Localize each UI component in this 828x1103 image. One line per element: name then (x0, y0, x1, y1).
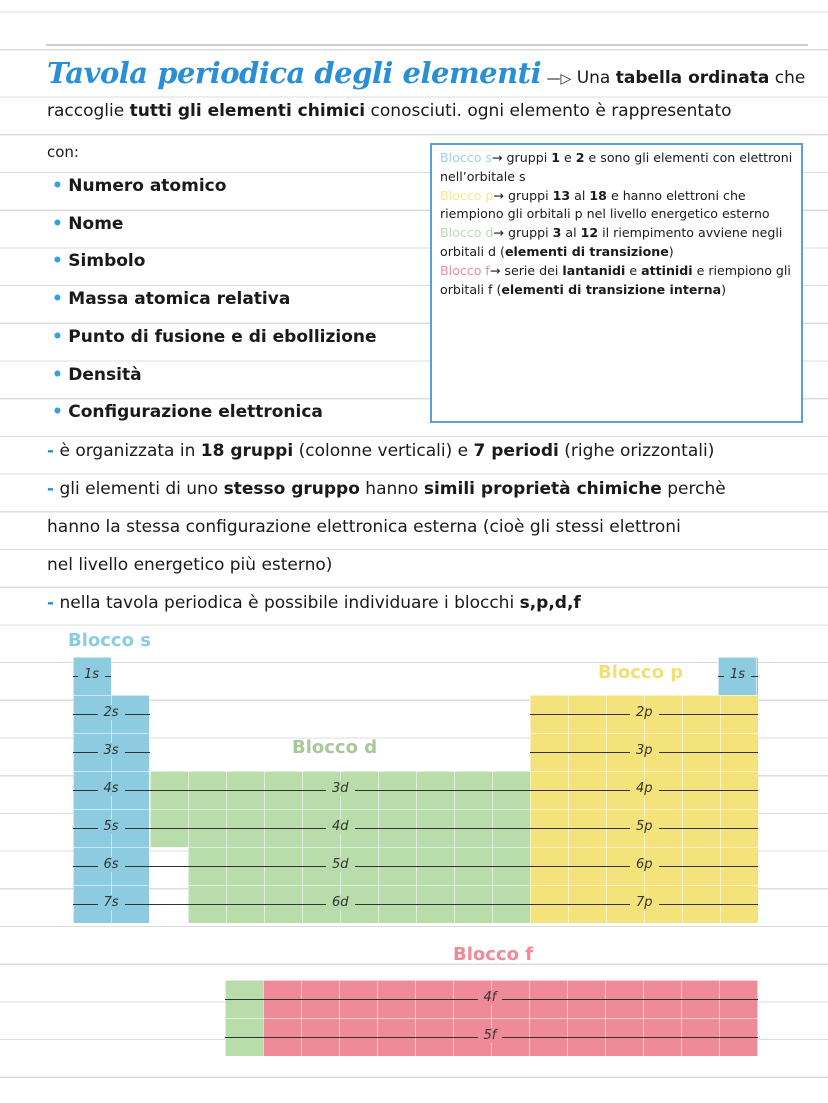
block-p-label: Blocco p (598, 662, 684, 683)
box-f (440, 262, 793, 300)
orbital-label: 3s (98, 743, 125, 758)
list-item-label: Punto di fusione e di ebollizione (68, 326, 377, 347)
text-line: nel livello energetico più esterno) (47, 555, 333, 575)
list-item (52, 402, 323, 422)
list-item-label: Densità (68, 364, 142, 385)
title-line (47, 56, 805, 90)
text: perchè (661, 479, 726, 499)
list-item (52, 176, 226, 196)
text: gruppi (506, 150, 552, 165)
text: che (769, 68, 806, 88)
f-block (263, 980, 758, 1056)
text: conosciuti. ogni elemento è rappresentato (365, 101, 732, 121)
text-line (47, 479, 726, 499)
text: al (570, 187, 590, 203)
orbital-label: 7s (98, 895, 125, 910)
text-line: hanno la stessa configurazione elettronica esterna (cioè gli stessi elettroni (47, 517, 681, 537)
box-p (440, 187, 793, 225)
list-item-label: Numero atomico (68, 176, 227, 196)
block-d-label: Blocco d (292, 737, 378, 758)
text: gruppi (507, 187, 553, 203)
arrow: —▷ (546, 71, 572, 87)
text: gruppi (507, 225, 553, 241)
bullet: • (52, 364, 63, 385)
label: Blocco d (440, 225, 494, 241)
text-line (47, 101, 732, 121)
list-item (52, 289, 290, 309)
bold-text: 18 (589, 187, 607, 203)
text: al (561, 225, 581, 241)
text: il riempimento avviene negli orbitali d ( (440, 225, 783, 259)
bold-text: tutti gli elementi chimici (129, 101, 366, 121)
orbital-label: 5p (630, 819, 659, 834)
orbital-label: 5d (326, 857, 355, 872)
text: ) (721, 281, 726, 297)
orbital-label: 1s (78, 667, 105, 682)
d-block (188, 847, 530, 923)
bullet: • (52, 402, 63, 423)
block-s-label: Blocco s (68, 630, 151, 651)
orbital-label: 7p (630, 895, 659, 910)
arrow: → (491, 150, 503, 165)
bullet: • (52, 213, 63, 234)
orbital-label: 3d (326, 781, 355, 796)
bold-text: 12 (580, 225, 599, 241)
arrow: → (493, 225, 504, 241)
list-item-label: Simbolo (68, 251, 146, 272)
arrow: → (489, 262, 501, 278)
label: Blocco s (440, 150, 492, 165)
label: Blocco f (440, 262, 490, 278)
text: e hanno elettroni che riempiono gli orbitali p nel livello energetico esterno (440, 187, 770, 222)
bold-text: 2 (575, 150, 585, 165)
text: è organizzata in (54, 441, 201, 461)
block-f-label: Blocco f (453, 944, 534, 965)
bold-text: 13 (552, 187, 571, 203)
orbital-label: 5f (478, 1028, 503, 1043)
dash-bullet: - (47, 593, 55, 613)
dash-bullet: - (47, 479, 55, 499)
text: e riempiono gli orbitali f ( (440, 262, 791, 297)
text: e (625, 262, 642, 278)
text-line (47, 441, 714, 461)
f-block-edge-cell (225, 980, 263, 1056)
text: nella tavola periodica è possibile individuare i blocchi (54, 593, 520, 613)
bold-text: 3 (552, 225, 562, 241)
list-item-label: Nome (68, 213, 124, 234)
list-item-label: Configurazione elettronica (68, 402, 323, 423)
box-s (440, 149, 793, 187)
bold-text: attinidi (641, 262, 693, 278)
bold-text: 18 gruppi (200, 441, 294, 461)
text: ) (668, 243, 674, 259)
text: e sono gli elementi con elettroni nell’orbitale s (440, 150, 793, 184)
text: serie dei (504, 262, 563, 278)
orbital-label: 6d (326, 895, 355, 910)
text: hanno (359, 479, 424, 499)
orbital-label: 4s (98, 781, 125, 796)
list-item (52, 327, 377, 347)
bold-text: tabella ordinata (615, 68, 770, 88)
text-line: con: (47, 143, 79, 161)
list-item (52, 365, 142, 385)
text: (righe orizzontali) (558, 441, 715, 461)
list-item (52, 251, 145, 271)
text: Una (576, 68, 616, 88)
bullet: • (52, 289, 63, 310)
text: gli elementi di uno (54, 479, 224, 499)
orbital-label: 2p (630, 705, 659, 720)
text-line (47, 593, 581, 613)
divider (46, 44, 808, 46)
bold-text: stesso gruppo (223, 479, 360, 499)
orbital-label: 3p (630, 743, 659, 758)
bold-text: simili proprietà chimiche (423, 479, 662, 499)
dash-bullet: - (47, 441, 55, 461)
list-item (52, 214, 123, 234)
bullet: • (52, 176, 63, 196)
bold-text: s,p,d,f (519, 593, 581, 613)
label: Blocco p (440, 187, 494, 203)
bold-text: lantanidi (562, 262, 626, 278)
text: raccoglie (47, 101, 130, 121)
bold-text: 1 (551, 150, 560, 165)
bold-text: elementi di transizione (504, 243, 669, 259)
blocks-info-box (430, 143, 803, 423)
bullet: • (52, 251, 63, 272)
orbital-label: 1s (724, 667, 751, 682)
orbital-label: 6s (98, 857, 125, 872)
list-item-label: Massa atomica relativa (68, 289, 291, 310)
p-block (530, 695, 758, 923)
box-d (440, 224, 793, 262)
bullet: • (52, 326, 63, 347)
text: (colonne verticali) e (293, 441, 474, 461)
orbital-label: 4d (326, 819, 355, 834)
orbital-label: 4p (630, 781, 659, 796)
bold-text: 7 periodi (473, 441, 559, 461)
orbital-label: 2s (98, 705, 125, 720)
s-block (73, 695, 149, 923)
bold-text: elementi di transizione interna (501, 281, 722, 297)
arrow: → (493, 187, 504, 203)
orbital-label: 6p (630, 857, 659, 872)
text: e (559, 150, 576, 165)
orbital-label: 5s (98, 819, 125, 834)
page-title: Tavola periodica degli elementi (47, 56, 542, 90)
orbital-label: 4f (478, 990, 503, 1005)
